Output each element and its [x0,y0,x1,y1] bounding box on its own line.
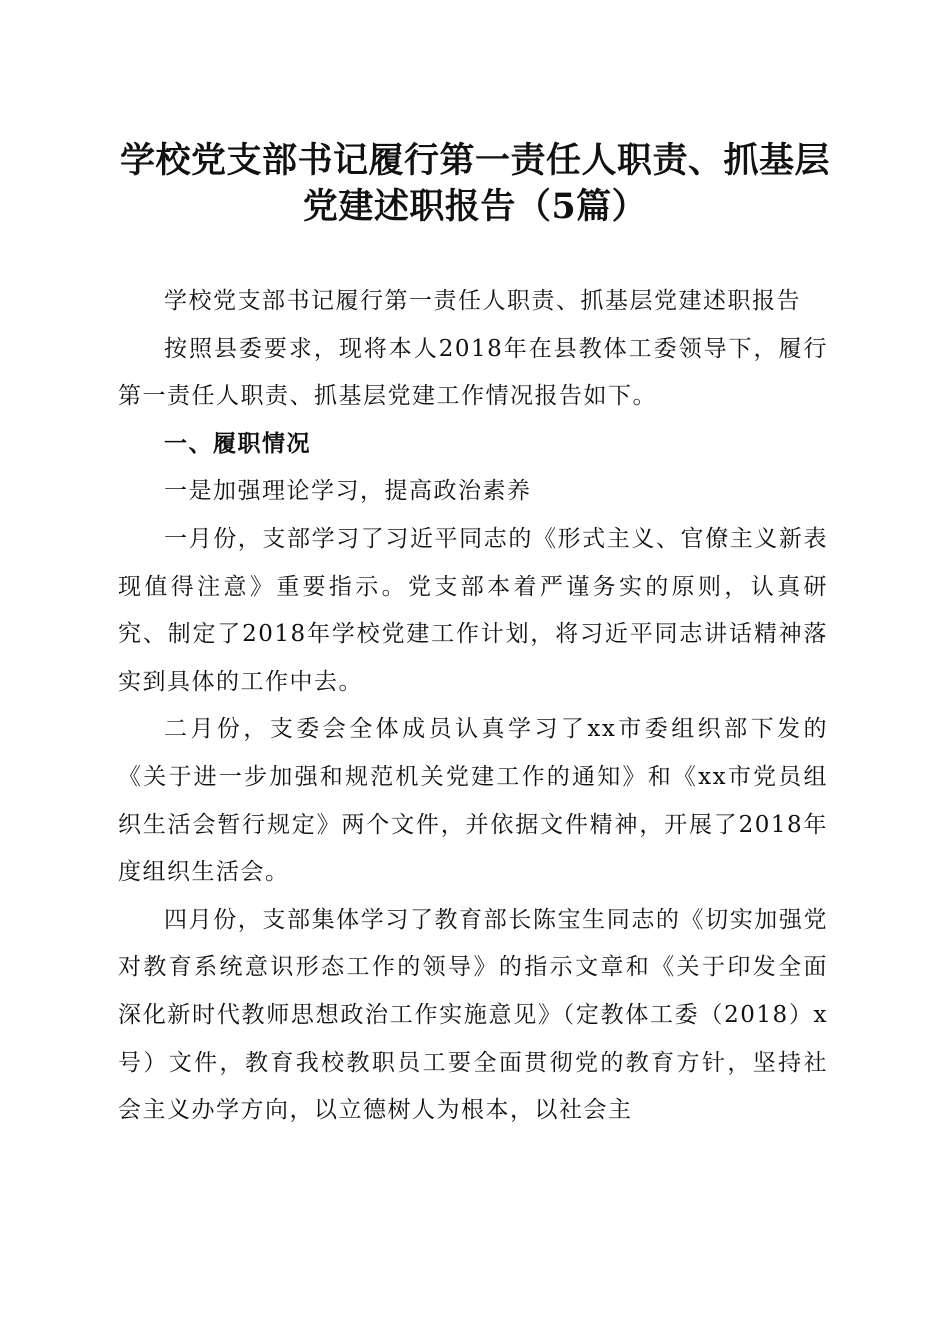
body-paragraph: 二月份，支委会全体成员认真学习了xx市委组织部下发的《关于进一步加强和规范机关党建工作的通知》和《xx市党员组织生活会暂行规定》两个文件，并依据文件精神，开展了2018年度组织生活会。 [118,716,828,886]
document-body [118,278,828,1135]
title-line-1: 学校党支部书记履行第一责任人职责、抓基层 [119,140,830,181]
report-subtitle-paragraph: 学校党支部书记履行第一责任人职责、抓基层党建述职报告 [164,288,801,314]
title-line-2: 党建述职报告（5篇） [302,186,648,227]
subsection-heading: 一是加强理论学习，提高政治素养 [164,478,532,505]
intro-paragraph: 按照县委要求，现将本人2018年在县教体工委领导下，履行第一责任人职责、抓基层党建工作情况报告如下。 [118,335,828,410]
body-paragraph: 四月份，支部集体学习了教育部长陈宝生同志的《切实加强党对教育系统意识形态工作的领导》的指示文章和《关于印发全面深化新时代教师思想政治工作实施意见》（定教体工委（2018）x号）文件，教育我校教职员工要全面贯彻党的教育方针，坚持社会主义办学方向，以立德树人为根本，以社会主 [118,906,828,1124]
body-paragraph: 一月份，支部学习了习近平同志的《形式主义、官僚主义新表现值得注意》重要指示。党支部本着严谨务实的原则，认真研究、制定了2018年学校党建工作计划，将习近平同志讲话精神落实到具体的工作中去。 [118,525,828,695]
document-title [110,138,840,230]
section-heading: 一、履职情况 [164,430,311,457]
